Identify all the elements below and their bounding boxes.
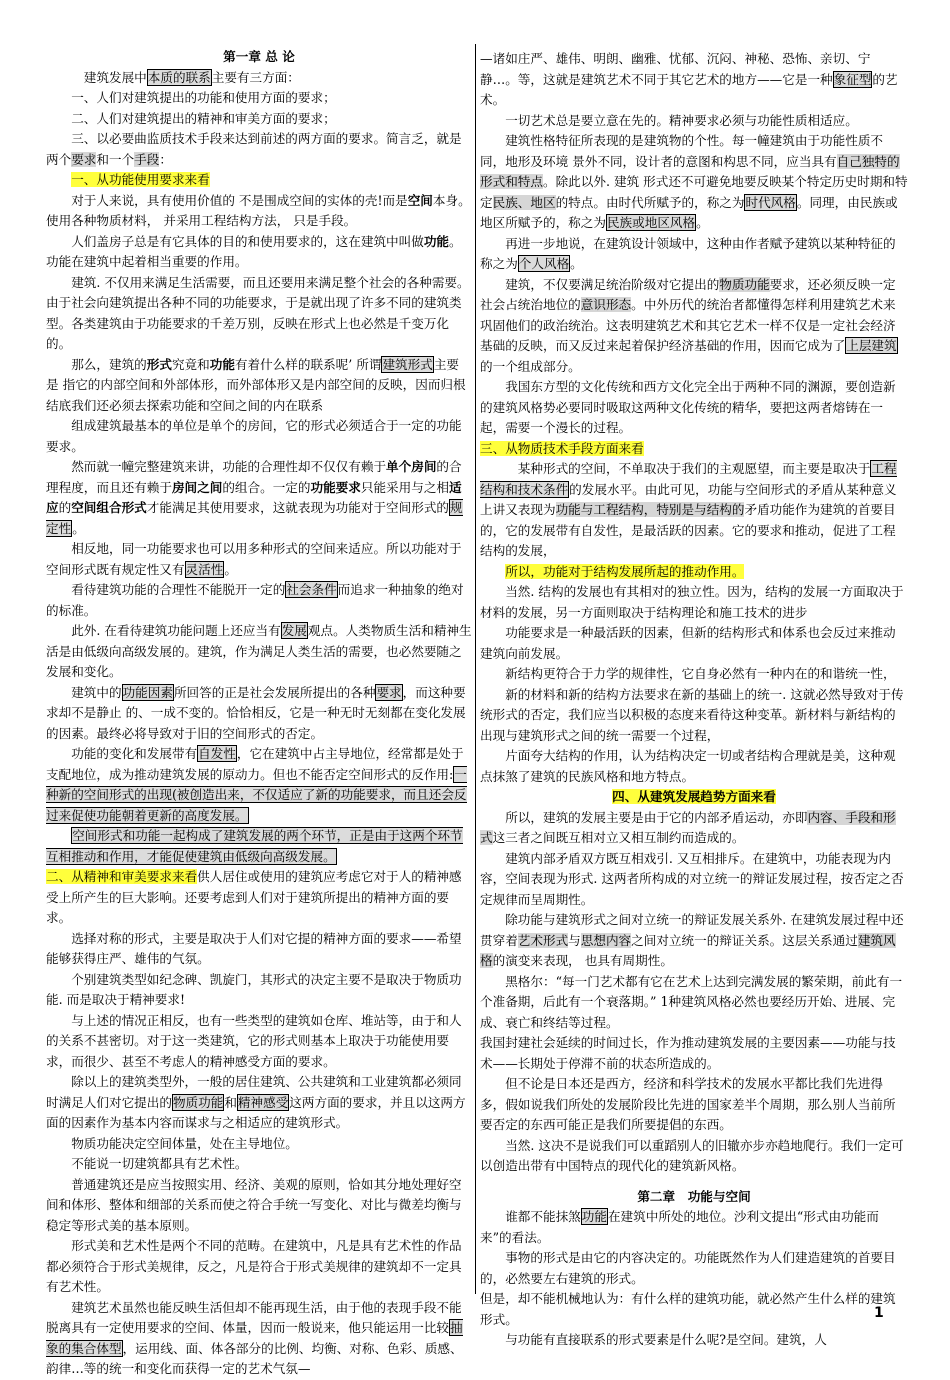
paragraph: 然而就一幢完整建筑来讲，功能的合理性却不仅仅有赖于单个房间的合理程度，而且还有赖于房间之间的组合。一定的功能要求只能采用与之相适应的空间组合形式才能满足其使用要求，这就表现为功能对于空间形式的规定性。 (46, 459, 463, 536)
highlight-term: 象征型 (833, 71, 872, 87)
paragraph: 人们盖房子总是有它具体的目的和使用要求的，这在建筑中叫做功能。功能在建筑中起着相当重要的作用。 (46, 233, 462, 269)
paragraph: 再进一步地说，在建筑设计领域中，这种由作者赋予建筑以某种特征的称之为个人风格。 (480, 235, 896, 271)
paragraph: 与功能有直接联系的形式要素是什么呢?是空间。建筑，人 (505, 1332, 827, 1347)
paragraph: 新的材料和新的结构方法要求在新的基础上的统一. 这就必然导致对于传统形式的否定，我们应当以积极的态度来看待这种变革。新材料与新结构的出现与建筑形式之间的统一需要一个过程， (480, 686, 904, 743)
paragraph: 与上述的情况正相反，也有一些类型的建筑如仓库、堆站等，由于和人的关系不甚密切。对于这一类建筑，它的形式则基本上取决于功能使用要求，而很少、甚至不考虑人的精神感受方面的要求。 (46, 1012, 462, 1069)
highlight-term: 功能因素 (122, 684, 173, 700)
highlight-term: 上层建筑 (846, 338, 897, 353)
highlight-term: 自己独特的形式和特点 (480, 153, 900, 189)
highlight-sentence: 空间形式和功能一起构成了建筑发展的两个环节，正是由于这两个环节互相推动和作用，才能促使建筑由低级向高级发展。 (46, 828, 463, 864)
highlight-term: 艺术形式 (517, 932, 569, 948)
paragraph: 相反地，同一功能要求也可以用多种形式的空间来适应。所以功能对于空间形式既有规定性又有灵活性。 (46, 541, 462, 577)
highlight-term: 个人风格 (518, 256, 570, 271)
paragraph: 一、人们对建筑提出的功能和使用方面的要求； (71, 90, 336, 105)
highlight-term: 自发性 (198, 746, 236, 761)
paragraph: 普通建筑还是应当按照实用、经济、美观的原则，恰如其分地处理好空间和体形、整体和细部的关系而使之符合手统一写变化、对比与微差均衡与稳定等形式美的基本原则。 (46, 1176, 462, 1233)
paragraph: 建筑艺术虽然也能反映生活但却不能再现生活，由于他的表现手段不能脱离具有一定使用要求的空间、体量，因而一般说来，他只能运用一比较抽象的集合体型，运用线、面、体各部分的比例、均衡、对称、色彩、质感、韵律…等的统一和变化而获得一定的艺术气氛— (46, 1299, 463, 1376)
highlight-term: 要求 (376, 684, 402, 700)
highlight-term: 思想内容 (580, 932, 632, 948)
paragraph: 所以，建筑的发展主要是由于它的内部矛盾运动，亦即内容、手段和形式这三者之间既互相对立又相互制约而造成的。 (480, 809, 896, 845)
highlight-term: 功能与工程结构，特别是与结构的 (555, 502, 745, 517)
highlight-term: 发展 (281, 623, 307, 638)
paragraph: 事物的形式是由它的内容决定的。功能既然作为人们建造建筑的首要目的，必然要左右建筑的形式。 (480, 1250, 896, 1286)
highlight-term: 建筑形式 (382, 356, 433, 372)
highlight-term: 要求 (71, 151, 97, 167)
paragraph: 谁都不能抹煞功能在建筑中所处的地位。沙利文提出“形式由功能而来”的看法。 (480, 1209, 879, 1245)
highlight-term: 本质的联系 (147, 69, 211, 85)
section-heading: 三、从物质技术手段方面来看 (480, 440, 644, 456)
paragraph: 物质功能决定空间体量，处在主导地位。 (71, 1135, 298, 1151)
paragraph: 形式美和艺术性是两个不同的范畴。在建筑中，凡是具有艺术性的作品都必须符合于形式美规律，反之，凡是符合于形式美规律的建筑却不一定具有艺术性。 (46, 1238, 462, 1294)
highlight-term: 抽象的集合体型 (46, 1320, 463, 1356)
paragraph: 但不论是日本还是西方，经济和科学技术的发展水平都比我们先进得多，假如说我们所处的发展阶段比先进的国家差半个周期，那么别人当前所要否定的东西可能正是我们所要提倡的东西。 (480, 1076, 896, 1132)
section-heading: 一、从功能使用要求来看 (71, 172, 210, 187)
paragraph (46, 826, 472, 867)
chapter-1-title: 第一章 总 论 (223, 49, 295, 64)
paragraph: 当然. 结构的发展也有其相对的独立性。因为，结构的发展一方面取决于材料的发展，另一方面则取决于结构理论和施工技术的进步 (480, 584, 904, 620)
right-column (480, 49, 908, 1351)
highlight-term: 建筑风格 (480, 932, 896, 968)
paragraph: 除功能与建筑形式之间对立统一的辩证发展关系外. 在建筑发展过程中还贯穿着艺术形式与思想内容之间对立统一的辩证关系。这层关系通过建筑风格的演变来表现， 也具有周期性。 (480, 912, 904, 968)
paragraph: 但是，却不能机械地认为：有什么样的建筑功能，就必然产生什么样的建筑形式。 (480, 1291, 896, 1327)
paragraph: 我国封建社会延续的时间过长，作为推动建筑发展的主要因素——功能与技术——长期处于停滞不前的状态所造成的。 (480, 1035, 896, 1071)
paragraph (480, 562, 908, 583)
highlight-term: 规定性 (46, 500, 463, 536)
highlight-term: 内容、手段和形式 (480, 809, 896, 845)
paragraph: —诸如庄严、雄伟、明朗、幽雅、忧郁、沉闷、神秘、恐怖、亲切、宁静…。等，这就是建筑艺术不同于其它艺术的地方——它是一种象征型的艺术。 (480, 51, 898, 107)
paragraph: 新结构更符合于力学的规律性，它自身必然有一种内在的和谐统一性， (505, 666, 896, 681)
paragraph: 建筑内部矛盾双方既互相戏引. 又互相排斥。在建筑中，功能表现为内容，空间表现为形式. 这两者所构成的对立统一的辩证发展过程，按否定之否定规律而呈周期性。 (480, 850, 904, 907)
paragraph: 某种形式的空间，不单取决于我们的主观愿望，而主要是取决于工程结构和技术条件的发展水平。由此可见，功能与空间形式的矛盾从某种意义上讲又表现为功能与工程结构，特别是与结构的矛盾功能作为建筑的首要目的，它的发展带有自发性，是最活跃的因素。它的要求和推动，促进了工程结构的发展， (480, 461, 897, 558)
highlight-term: 物质功能 (172, 1094, 224, 1110)
paragraph: 对于人来说，具有使用价值的 不是围成空间的实体的壳!而是空间本身。使用各种物质材料， 并采用工程结构方法， 只是手段。 (46, 192, 471, 228)
paragraph: 不能说一切建筑都具有艺术性。 (71, 1156, 248, 1171)
highlight-term: 功能 (581, 1209, 607, 1224)
paragraph: 个别建筑类型如纪念碑、凯旋门，其形式的决定主要不是取决于物质功能. 而是取决于精神要求! (46, 971, 462, 1007)
paragraph: 选择对称的形式，主要是取决于人们对它提的精神方面的要求——希望能够获得庄严、雄伟的气氛。 (46, 930, 462, 966)
paragraph: 二、人们对建筑提出的精神和审美方面的要求； (71, 110, 336, 126)
paragraph: 二、从精神和审美要求来看供人居住或使用的建筑应考虑它对于人的精神感受上所产生的巨大影响。还要考虑到人们对于建筑所提出的精神方面的要求。 (46, 869, 462, 925)
highlight-term: 精神感受 (237, 1094, 289, 1110)
paragraph: 三、以必要曲监质技术手段来达到前述的两方面的要求。简言乏，就是两个要求和一个手段： (46, 131, 462, 167)
paragraph: 建筑，不仅要满足统治阶级对它提出的物质功能要求，还必须反映一定社会占统治地位的意识形态。中外历代的统治者都懂得怎样利用建筑艺术来巩固他们的政治统治。这表明建筑艺术和其它艺术一样不仅是一定社会经济基础的反映，而又反过来起着保护经济基础的作用，因而它成为了上层建筑的一个组成部分。 (480, 276, 897, 374)
paragraph: 看待建筑功能的合理性不能脱开一定的社会条件而追求一种抽象的绝对的标准。 (46, 582, 464, 618)
section-heading: 二、从精神和审美要求来看 (46, 869, 198, 884)
section-heading: 四、从建筑发展趋势方面来看 (612, 789, 776, 804)
highlight-term: 社会条件 (286, 582, 337, 597)
paragraph: 建筑发展中本质的联系主要有三方面： (83, 69, 300, 85)
column-divider (475, 44, 476, 1294)
paragraph: 功能的变化和发展带有自发性，它在建筑中占主导地位，经常都是处于支配地位，成为推动建筑发展的原动力。但也不能否定空间形式的反作用:一种新的空间形式的出现(被创造出来，不仅适应了新的功能要求，而且还会反过来促使功能朝着更新的高度发展。 (46, 746, 467, 823)
paragraph: 建筑. 不仅用来满足生活需要，而且还要用来满足整个社会的各种需要。由于社会向建筑提出各种不同的功能要求，于是就出现了许多不同的建筑类型。各类建筑由于功能要求的千差万别，反映在形式上也必然是千变万化的。 (46, 274, 470, 351)
highlight-sentence: 一种新的空间形式的出现(被创造出来，不仅适应了新的功能要求，而且还会反过来促使功能朝着更新的高度发展。 (46, 766, 467, 823)
paragraph: 当然. 这决不是说我们可以重蹈别人的旧辙亦步亦趋地爬行。我们一定可以创造出带有中国特点的现代化的建筑新风格。 (480, 1137, 904, 1173)
page-number: 1 (874, 1305, 884, 1321)
paragraph: 此外. 在看待建筑功能问题上还应当有发展观点。人类物质生活和精神生活是由低级向高级发展的。建筑，作为满足人类生活的需要，也必然要随之发展和变化。 (46, 623, 472, 679)
highlight-term: 物质功能 (719, 276, 770, 292)
paragraph: 黑格尔：“每一门艺术都有它在艺术上达到完满发展的繁荣期，前此有一个准备期，后此有一个衰落期。” 1种建筑风格必然也要经历开始、进展、完成、衰亡和终结等过程。 (480, 973, 903, 1030)
paragraph: 功能要求是一种最活跃的因素，但新的结构形式和体系也会反过来推动建筑向前发展。 (480, 625, 896, 661)
paragraph: 组成建筑最基本的单位是单个的房间，它的形式必须适合于一定的功能要求。 (46, 418, 462, 454)
highlight-term: 民族或地区风格 (606, 215, 696, 230)
highlight-term: 灵活性 (185, 561, 224, 577)
paragraph: 除以上的建筑类型外，一般的居住建筑、公共建筑和工业建筑都必须同时满足人们对它提出的物质功能和精神感受这两方面的要求，并且以这两方面的因素作为基本内容而谋求与之相适应的建筑形式。 (46, 1074, 466, 1130)
highlight-term: 意识形态 (580, 297, 632, 312)
paragraph: 我国东方型的文化传统和西方文化完全出于两种不同的渊源，要创造新的建筑风格势必要同时吸取这两种文化传统的精华，要把这两者熔铸在一起，需要一个漫长的过程。 (480, 379, 896, 435)
highlight-sentence: 所以，功能对于结构发展所起的推动作用。 (505, 563, 745, 579)
highlight-term: 时代风格 (745, 194, 796, 210)
chapter-2-title: 第二章 功能与空间 (637, 1188, 751, 1204)
paragraph: 建筑中的功能因素所回答的正是社会发展所提出的各种要求，而这种要求却不是静止 的、一成不变的。恰恰相反，它是一种无时无刻都在变化发展的因素。最终必将导致对于旧的空间形式的否定。 (46, 684, 466, 741)
paragraph: 那么，建筑的形式究竟和功能有着什么样的联系呢’ 所谓建筑形式主要 是 指它的内部空间和外部体形，而外部体形又是内部空间的反映，因而归根结底我们还必须去探索功能和空间之间的内在联系 (46, 356, 466, 413)
highlight-term: 民族、地区 (492, 194, 556, 210)
left-column (46, 47, 472, 1380)
paragraph: 建筑性格特征所表现的是建筑物的个性。每一幢建筑由于功能性质不同，地形及环境 景外不同，设计者的意图和构思不同，应当具有自己独特的形式和特点。除此以外. 建筑 形式还不可避免地要反映某个特定历史时期和特定民族、地区的特点。由时代所赋予的，称之为时代风格。同理，由民族或地区所赋予的，称之为民族或地区风格。 (480, 133, 908, 230)
highlight-term: 手段 (134, 151, 160, 167)
highlight-term: 工程结构和技术条件 (480, 461, 897, 497)
paragraph: 片面夸大结构的作用，认为结构决定一切或者结构合理就是美，这种观点抹煞了建筑的民族风格和地方特点。 (480, 748, 896, 784)
paragraph: 一切艺术总是要立意在先的。精神要求必须与功能性质相适应。 (505, 112, 858, 128)
